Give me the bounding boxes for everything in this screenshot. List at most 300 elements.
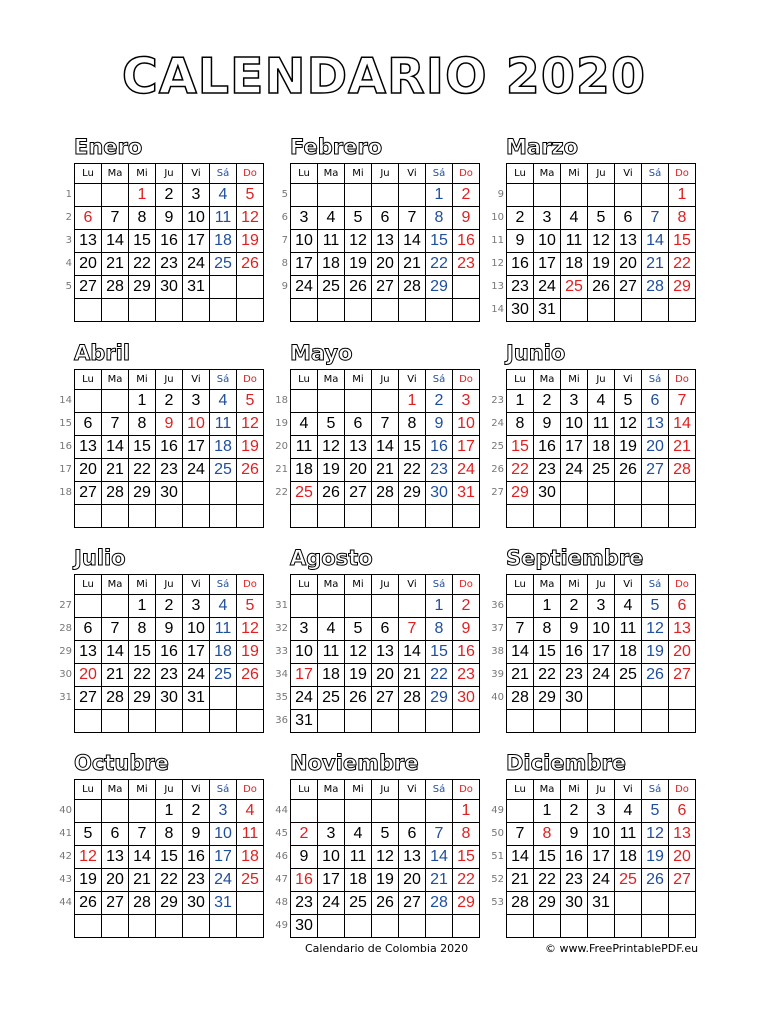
day-cell: 25 [291,482,318,505]
day-cell: 17 [561,436,588,459]
week-number: 42 [59,851,72,862]
day-cell [75,915,102,938]
weekday-header: Ma [318,370,345,390]
day-cell: 4 [291,413,318,436]
weekday-header: Mi [129,164,156,184]
day-cell: 19 [237,230,264,253]
day-cell [399,710,426,733]
day-cell [561,915,588,938]
day-cell: 26 [237,459,264,482]
week-number: 14 [59,395,72,406]
day-cell: 17 [534,253,561,276]
week-number-column [488,369,504,527]
weekday-header: Ma [102,575,129,595]
day-cell [345,710,372,733]
day-cell: 22 [534,869,561,892]
day-cell [453,505,480,528]
day-cell [237,710,264,733]
day-cell: 31 [453,482,480,505]
day-cell: 23 [156,253,183,276]
day-cell: 13 [372,230,399,253]
day-cell: 19 [345,664,372,687]
day-cell [372,390,399,413]
day-cell: 11 [291,436,318,459]
day-cell: 8 [507,413,534,436]
week-row [507,459,696,482]
day-cell: 1 [453,800,480,823]
week-number: 29 [59,646,72,657]
day-cell: 20 [372,664,399,687]
day-cell: 2 [156,390,183,413]
day-cell: 10 [453,413,480,436]
day-cell: 1 [399,390,426,413]
day-cell: 27 [669,869,696,892]
day-cell: 9 [534,413,561,436]
day-cell: 28 [426,892,453,915]
day-cell [75,595,102,618]
week-number: 18 [275,395,288,406]
day-cell [561,184,588,207]
day-cell [642,710,669,733]
day-cell: 5 [642,800,669,823]
day-cell: 14 [642,230,669,253]
day-cell [345,390,372,413]
day-cell [237,505,264,528]
day-cell: 30 [291,915,318,938]
day-cell: 6 [399,823,426,846]
day-cell: 30 [156,482,183,505]
day-cell: 6 [75,207,102,230]
week-row [291,687,480,710]
day-cell: 4 [210,390,237,413]
day-cell: 24 [183,459,210,482]
day-cell: 24 [453,459,480,482]
day-cell: 23 [561,664,588,687]
weekday-header: Ma [534,575,561,595]
weekday-header: Lu [75,575,102,595]
week-row [75,184,264,207]
day-cell [615,184,642,207]
week-number: 27 [59,600,72,611]
weekday-header: Do [237,575,264,595]
weekday-header: Sá [210,780,237,800]
day-cell [102,299,129,322]
day-cell: 9 [561,823,588,846]
day-cell: 25 [210,664,237,687]
day-cell [372,299,399,322]
week-number: 40 [491,692,504,703]
day-cell [210,915,237,938]
day-cell: 9 [561,618,588,641]
day-cell [210,482,237,505]
week-number-column [272,163,288,321]
weekday-header: Ju [588,575,615,595]
day-cell [129,505,156,528]
day-cell [102,184,129,207]
day-cell [561,710,588,733]
day-cell: 25 [561,276,588,299]
weekday-header: Vi [399,370,426,390]
day-cell: 5 [615,390,642,413]
day-cell [453,915,480,938]
week-number: 50 [491,828,504,839]
week-row [75,892,264,915]
day-cell: 13 [669,823,696,846]
day-cell: 5 [237,595,264,618]
week-number: 9 [497,189,504,200]
day-cell: 22 [426,664,453,687]
weekday-header: Lu [507,780,534,800]
day-cell: 26 [372,892,399,915]
week-number: 32 [275,623,288,634]
day-cell [642,505,669,528]
day-cell: 23 [453,664,480,687]
week-row [291,436,480,459]
week-row [507,207,696,230]
day-cell: 17 [588,641,615,664]
day-cell: 15 [426,230,453,253]
day-cell: 7 [507,618,534,641]
day-cell: 20 [345,459,372,482]
day-cell: 23 [156,459,183,482]
day-cell: 26 [642,869,669,892]
day-cell: 20 [642,436,669,459]
day-cell: 20 [75,664,102,687]
day-cell: 3 [183,595,210,618]
week-number: 44 [59,897,72,908]
day-cell: 11 [615,823,642,846]
day-cell: 27 [642,459,669,482]
day-cell [588,687,615,710]
week-number: 49 [491,805,504,816]
weekday-header: Mi [129,370,156,390]
week-number: 28 [59,623,72,634]
day-cell: 12 [642,618,669,641]
day-cell: 28 [129,892,156,915]
day-cell: 21 [372,459,399,482]
weekday-header: Do [453,370,480,390]
day-cell [561,299,588,322]
day-cell [372,800,399,823]
week-row [507,823,696,846]
day-cell [129,710,156,733]
day-cell: 28 [399,687,426,710]
day-cell [399,299,426,322]
day-cell: 19 [615,436,642,459]
day-cell [237,687,264,710]
day-cell [129,915,156,938]
day-cell: 29 [507,482,534,505]
weekday-header: Do [453,164,480,184]
day-cell [615,892,642,915]
day-cell: 1 [669,184,696,207]
day-cell: 21 [669,436,696,459]
week-number: 31 [275,600,288,611]
week-number: 43 [59,874,72,885]
day-cell: 21 [102,253,129,276]
weekday-header: Do [237,370,264,390]
day-cell [102,595,129,618]
day-cell: 18 [210,641,237,664]
day-cell: 23 [426,459,453,482]
day-cell [75,390,102,413]
day-cell: 25 [318,687,345,710]
day-cell: 17 [210,846,237,869]
day-cell: 16 [453,230,480,253]
day-cell: 16 [561,846,588,869]
day-cell [318,915,345,938]
day-cell [642,915,669,938]
day-cell: 21 [642,253,669,276]
weekday-header: Ju [372,575,399,595]
week-number: 37 [491,623,504,634]
day-cell: 14 [102,230,129,253]
weekday-header: Lu [291,164,318,184]
day-cell: 16 [507,253,534,276]
weekday-header: Mi [345,370,372,390]
day-cell [507,800,534,823]
week-number: 30 [59,669,72,680]
day-cell: 11 [615,618,642,641]
week-number: 18 [59,487,72,498]
day-cell: 4 [588,390,615,413]
week-number [488,504,504,527]
week-number-column [272,369,288,527]
day-cell: 13 [399,846,426,869]
week-number: 7 [281,235,288,246]
day-cell [291,184,318,207]
week-row [507,595,696,618]
month-table [74,163,264,322]
day-cell [669,892,696,915]
day-cell: 4 [615,800,642,823]
day-cell: 10 [561,413,588,436]
day-cell: 16 [156,641,183,664]
week-row [291,915,480,938]
weekday-header: Lu [75,780,102,800]
day-cell: 22 [129,459,156,482]
weekday-header: Ju [588,164,615,184]
weekday-header: Ju [372,164,399,184]
week-number: 15 [59,418,72,429]
week-number: 33 [275,646,288,657]
day-cell: 28 [507,687,534,710]
day-cell: 16 [453,641,480,664]
day-cell: 18 [588,436,615,459]
day-cell: 23 [534,459,561,482]
day-cell: 18 [237,846,264,869]
day-cell: 8 [129,207,156,230]
day-cell: 26 [318,482,345,505]
day-cell [291,299,318,322]
weekday-header: Do [669,575,696,595]
weekday-header: Do [669,370,696,390]
day-cell: 19 [237,436,264,459]
day-cell [642,687,669,710]
day-cell: 29 [129,687,156,710]
day-cell: 10 [588,823,615,846]
day-cell: 24 [210,869,237,892]
day-cell: 10 [183,207,210,230]
day-cell [561,505,588,528]
day-cell: 17 [183,436,210,459]
day-cell: 14 [426,846,453,869]
day-cell [372,595,399,618]
week-number: 38 [491,646,504,657]
day-cell: 7 [399,207,426,230]
day-cell: 18 [210,230,237,253]
weekday-header: Vi [183,370,210,390]
day-cell [318,710,345,733]
week-row [291,413,480,436]
weekday-header: Lu [291,780,318,800]
day-cell: 13 [102,846,129,869]
day-cell [237,299,264,322]
week-number: 39 [491,669,504,680]
day-cell: 9 [156,413,183,436]
week-row [291,846,480,869]
day-cell: 30 [156,276,183,299]
day-cell [615,687,642,710]
day-cell [210,687,237,710]
day-cell [372,505,399,528]
week-number-column [272,779,288,937]
day-cell [291,595,318,618]
day-cell: 19 [642,846,669,869]
day-cell: 23 [453,253,480,276]
day-cell: 30 [561,687,588,710]
day-cell: 29 [453,892,480,915]
day-cell [210,505,237,528]
day-cell: 3 [210,800,237,823]
weekday-header: Mi [561,370,588,390]
month-table [74,779,264,938]
day-cell: 10 [534,230,561,253]
day-cell [669,299,696,322]
day-cell [399,800,426,823]
day-cell [318,595,345,618]
day-cell: 22 [156,869,183,892]
day-cell: 6 [102,823,129,846]
weekday-header: Do [669,780,696,800]
day-cell: 20 [399,869,426,892]
day-cell: 4 [318,207,345,230]
week-number: 20 [275,441,288,452]
day-cell [372,184,399,207]
week-row [507,230,696,253]
day-cell: 25 [210,459,237,482]
week-row [75,253,264,276]
day-cell: 17 [453,436,480,459]
week-row [291,207,480,230]
day-cell: 22 [453,869,480,892]
week-number: 53 [491,897,504,908]
day-cell: 11 [588,413,615,436]
week-number: 13 [491,281,504,292]
week-number: 24 [491,418,504,429]
day-cell [156,299,183,322]
day-cell: 29 [669,276,696,299]
day-cell [426,800,453,823]
weekday-header: Mi [561,575,588,595]
week-number: 44 [275,805,288,816]
weekday-header: Mi [561,780,588,800]
day-cell: 4 [237,800,264,823]
day-cell: 11 [318,230,345,253]
day-cell [345,184,372,207]
weekday-header: Vi [399,164,426,184]
day-cell: 15 [156,846,183,869]
day-cell: 17 [588,846,615,869]
week-number [56,914,72,937]
day-cell [669,505,696,528]
week-row [75,207,264,230]
week-number: 12 [491,258,504,269]
month-name: Enero [74,135,143,159]
day-cell: 12 [318,436,345,459]
day-cell: 26 [237,253,264,276]
day-cell: 5 [372,823,399,846]
day-cell: 8 [156,823,183,846]
day-cell: 18 [318,253,345,276]
month-name: Abril [74,341,131,365]
day-cell: 15 [453,846,480,869]
day-cell: 5 [318,413,345,436]
day-cell [156,505,183,528]
footer-copyright: © www.FreePrintablePDF.eu [545,942,699,955]
week-row [75,915,264,938]
day-cell: 22 [399,459,426,482]
day-cell: 31 [183,276,210,299]
week-number-column [56,369,72,527]
day-cell: 24 [561,459,588,482]
day-cell: 13 [75,641,102,664]
weekday-header: Do [237,780,264,800]
weekday-header: Do [453,575,480,595]
day-cell: 17 [183,641,210,664]
day-cell [129,299,156,322]
day-cell: 2 [507,207,534,230]
day-cell: 25 [588,459,615,482]
day-cell: 18 [561,253,588,276]
weekday-header: Vi [615,780,642,800]
day-cell: 21 [399,253,426,276]
week-row [291,710,480,733]
day-cell [237,276,264,299]
day-cell [318,299,345,322]
day-cell: 5 [345,207,372,230]
week-number: 36 [275,715,288,726]
day-cell [237,482,264,505]
day-cell: 4 [318,618,345,641]
weekday-header: Ju [372,370,399,390]
day-cell: 24 [291,687,318,710]
day-cell: 18 [615,846,642,869]
weekday-header: Lu [75,164,102,184]
day-cell: 7 [669,390,696,413]
day-cell: 19 [318,459,345,482]
day-cell: 4 [615,595,642,618]
day-cell: 24 [291,276,318,299]
day-cell [453,710,480,733]
day-cell [507,915,534,938]
week-number-column [56,163,72,321]
day-cell: 6 [642,390,669,413]
day-cell: 1 [129,390,156,413]
week-number: 49 [275,920,288,931]
day-cell: 25 [210,253,237,276]
day-cell: 6 [372,207,399,230]
